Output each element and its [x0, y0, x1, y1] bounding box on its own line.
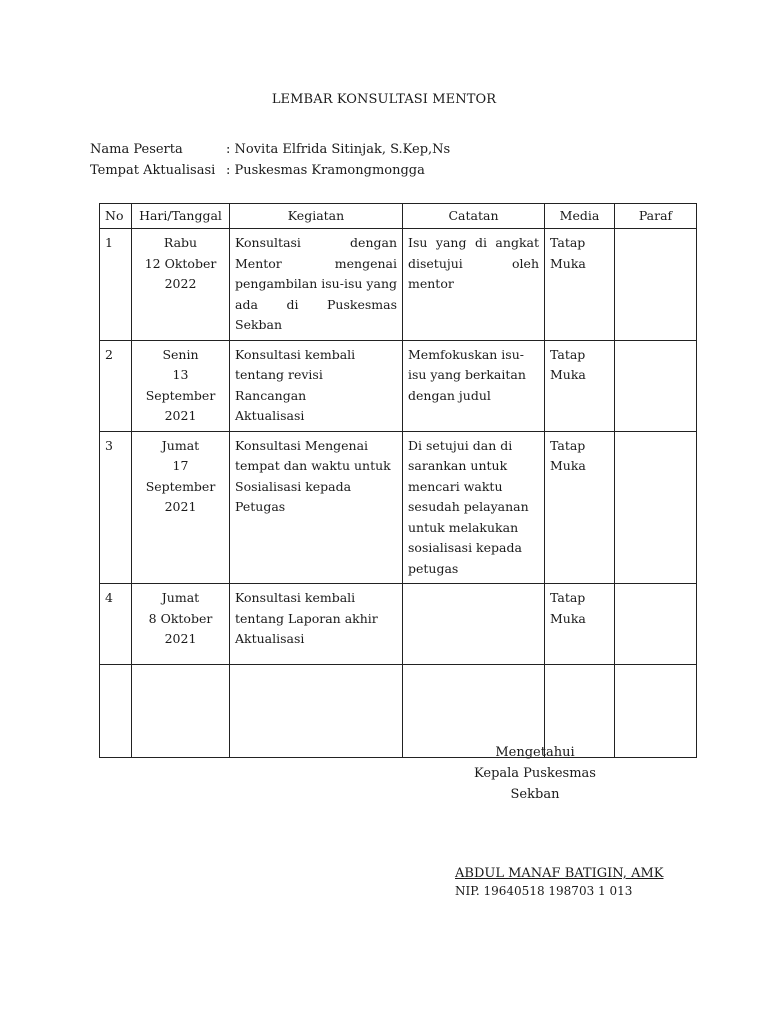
row-notes: Isu yang di angkat disetujui oleh mentor — [403, 229, 545, 341]
empty-cell — [230, 665, 403, 758]
row-activity: Konsultasi Mengenai tempat dan waktu untuk Sosialisasi kepada Petugas — [230, 431, 403, 584]
actualization-place-row — [90, 163, 425, 178]
participant-name-row — [90, 142, 450, 157]
header-date: Hari/Tanggal — [132, 204, 230, 229]
actualization-place-label: Tempat Aktualisasi — [90, 163, 216, 178]
empty-cell — [100, 665, 132, 758]
row-notes: Di setujui dan di sarankan untuk mencari waktu sesudah pelayanan untuk melakukan sosialisasi kepada petugas — [403, 431, 545, 584]
consultation-table — [99, 203, 697, 758]
header-activity: Kegiatan — [230, 204, 403, 229]
row-signature — [615, 229, 697, 341]
approval-block — [454, 742, 616, 805]
row-signature — [615, 340, 697, 431]
row-activity: Konsultasi kembali tentang Laporan akhir Aktualisasi — [230, 584, 403, 665]
row-media: Tatap Muka — [545, 229, 615, 341]
approver-title: Kepala Puskesmas Sekban — [474, 766, 596, 802]
document-title: LEMBAR KONSULTASI MENTOR — [271, 92, 497, 107]
row-no: 1 — [100, 229, 132, 341]
actualization-place-value: : Puskesmas Kramongmongga — [226, 163, 425, 178]
row-media: Tatap Muka — [545, 584, 615, 665]
row-no: 3 — [100, 431, 132, 584]
table-row — [100, 431, 697, 584]
row-media: Tatap Muka — [545, 340, 615, 431]
row-date: Jumat 8 Oktober 2021 — [132, 584, 230, 665]
row-activity: Konsultasi kembali tentang revisi Rancangan Aktualisasi — [230, 340, 403, 431]
row-date: Rabu 12 Oktober 2022 — [132, 229, 230, 341]
table-row — [100, 584, 697, 665]
header-notes: Catatan — [403, 204, 545, 229]
header-signature: Paraf — [615, 204, 697, 229]
participant-name-label: Nama Peserta — [90, 142, 183, 157]
approver-name: ABDUL MANAF BATIGIN, AMK — [455, 866, 664, 881]
row-date: Jumat 17 September 2021 — [132, 431, 230, 584]
row-activity: Konsultasi dengan Mentor mengenai pengambilan isu-isu yang ada di Puskesmas Sekban — [230, 229, 403, 341]
row-signature — [615, 431, 697, 584]
row-signature — [615, 584, 697, 665]
table-row — [100, 340, 697, 431]
row-media: Tatap Muka — [545, 431, 615, 584]
approval-label: Mengetahui — [495, 745, 575, 760]
table-header-row — [100, 204, 697, 229]
table-row — [100, 229, 697, 341]
participant-name-value: : Novita Elfrida Sitinjak, S.Kep,Ns — [226, 142, 451, 157]
row-notes: Memfokuskan isu- isu yang berkaitan dengan judul — [403, 340, 545, 431]
approver-nip: NIP. 19640518 198703 1 013 — [455, 884, 633, 898]
row-notes — [403, 584, 545, 665]
row-no: 2 — [100, 340, 132, 431]
row-no: 4 — [100, 584, 132, 665]
row-date: Senin 13 September 2021 — [132, 340, 230, 431]
empty-cell — [132, 665, 230, 758]
header-media: Media — [545, 204, 615, 229]
header-no: No — [100, 204, 132, 229]
empty-cell — [615, 665, 697, 758]
